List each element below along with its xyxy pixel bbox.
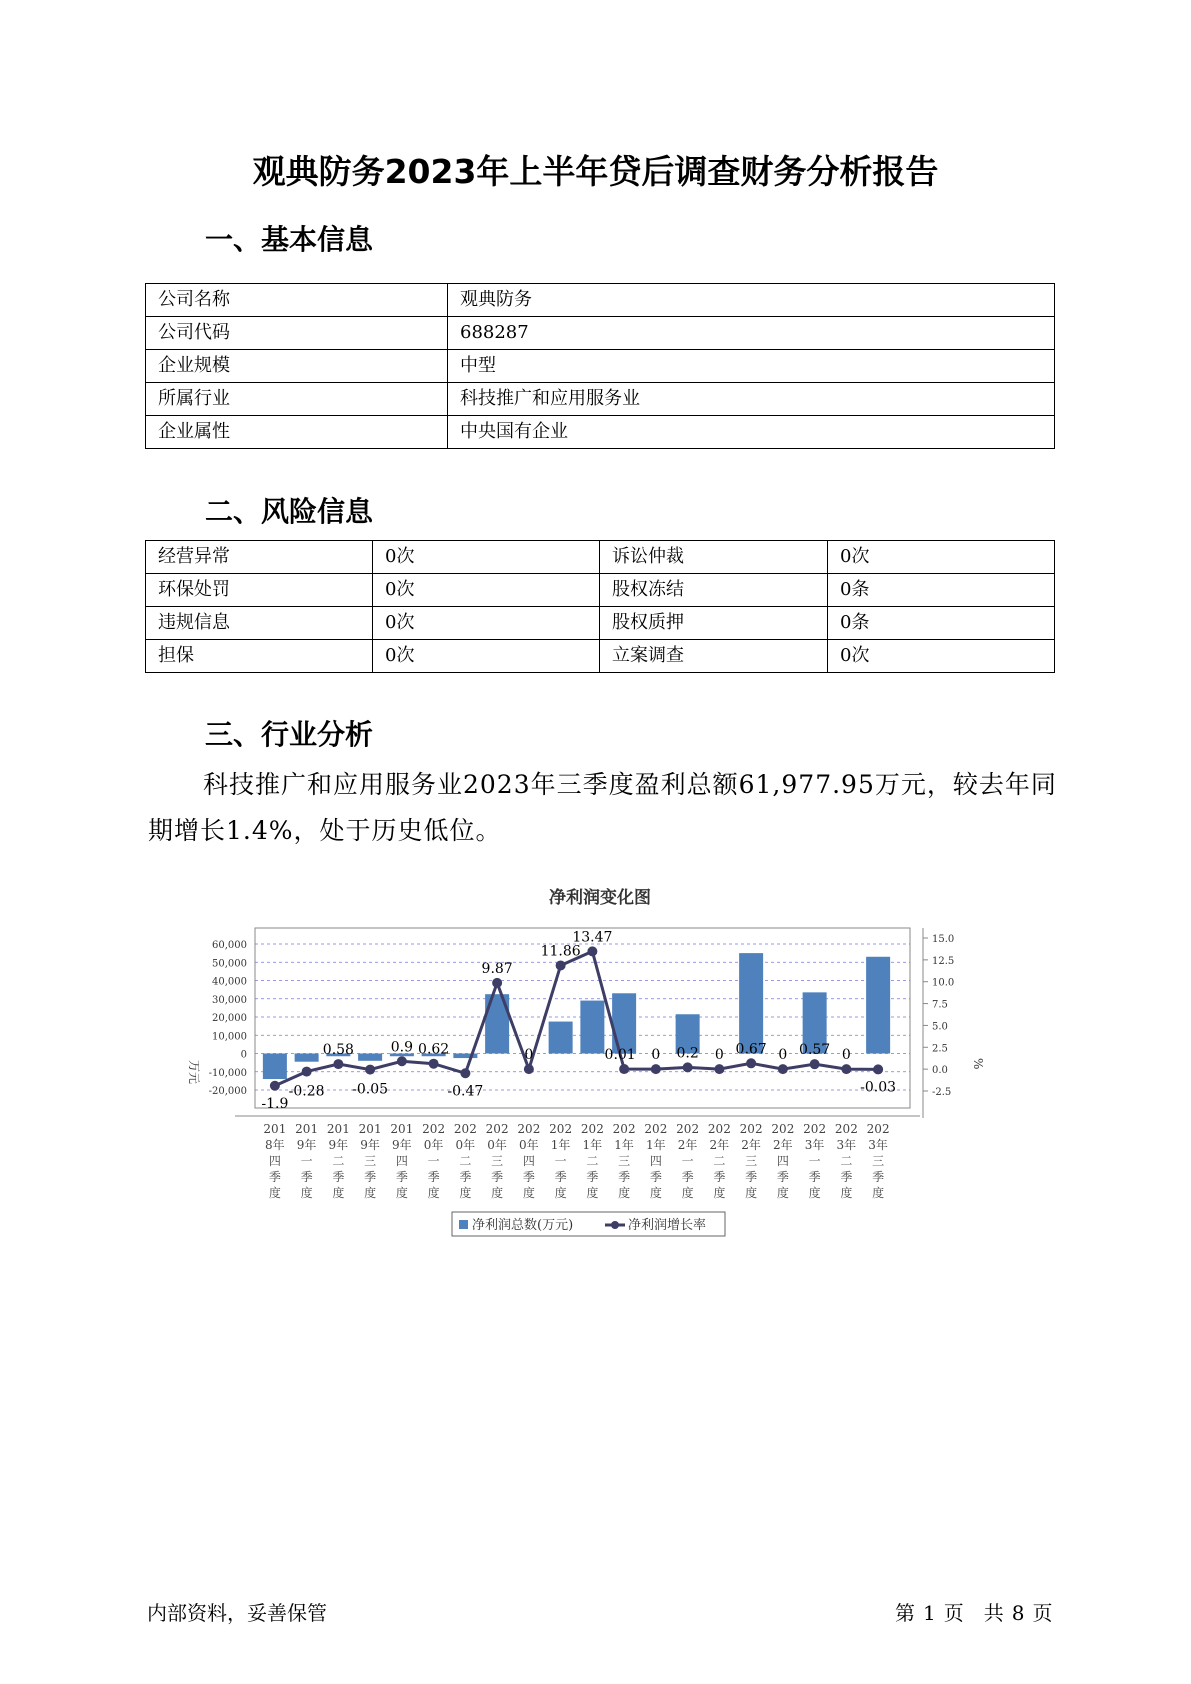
x-tick-label-2: 二 bbox=[332, 1154, 345, 1168]
x-tick-label-5: 季 bbox=[427, 1170, 440, 1184]
growth-label-3: -0.05 bbox=[352, 1081, 389, 1098]
risk-info-label: 诉讼仲裁 bbox=[600, 541, 828, 574]
x-tick-label-7: 三 bbox=[491, 1154, 504, 1168]
page-current: 1 bbox=[923, 1601, 936, 1625]
x-tick-label-17: 度 bbox=[808, 1186, 821, 1200]
right-tick-label: 0.0 bbox=[932, 1065, 948, 1077]
basic-info-row bbox=[146, 317, 1055, 350]
x-tick-label-11: 202 bbox=[612, 1122, 636, 1136]
industry-paragraph: 科技推广和应用服务业2023年三季度盈利总额61,977.95万元，较去年同期增长1.4%，处于历史低位。 bbox=[148, 770, 1057, 845]
growth-point-6 bbox=[460, 1068, 470, 1078]
x-tick-label-6: 度 bbox=[459, 1186, 472, 1200]
basic-info-row bbox=[146, 284, 1055, 317]
page-label: 页 bbox=[943, 1601, 964, 1625]
legend-line-label: 净利润增长率 bbox=[628, 1218, 707, 1233]
footer-page-number bbox=[895, 1597, 1060, 1626]
x-tick-label-18: 3年 bbox=[836, 1138, 857, 1152]
x-tick-label-14: 季 bbox=[713, 1170, 726, 1184]
x-tick-label-8: 0年 bbox=[519, 1138, 539, 1152]
basic-info-value: 中央国有企业 bbox=[448, 416, 1055, 449]
growth-point-15 bbox=[746, 1058, 756, 1068]
x-tick-label-3: 三 bbox=[364, 1154, 377, 1168]
growth-point-19 bbox=[873, 1064, 883, 1074]
growth-label-6: -0.47 bbox=[447, 1083, 484, 1100]
x-tick-label-14: 度 bbox=[713, 1186, 726, 1200]
risk-info-value: 0次 bbox=[828, 541, 1055, 574]
x-tick-label-8: 202 bbox=[517, 1122, 541, 1136]
growth-point-2 bbox=[333, 1059, 343, 1069]
x-tick-label-0: 四 bbox=[268, 1154, 281, 1168]
x-tick-label-12: 1年 bbox=[646, 1138, 666, 1152]
x-tick-label-2: 201 bbox=[326, 1122, 350, 1136]
basic-info-value: 观典防务 bbox=[448, 284, 1055, 317]
x-tick-label-1: 季 bbox=[300, 1170, 313, 1184]
basic-info-row bbox=[146, 383, 1055, 416]
growth-label-15: 0.67 bbox=[735, 1041, 767, 1058]
x-tick-label-15: 三 bbox=[745, 1154, 758, 1168]
risk-info-row bbox=[146, 541, 1055, 574]
x-tick-label-1: 201 bbox=[295, 1122, 319, 1136]
left-axis-label: 万元 bbox=[187, 1060, 201, 1085]
right-tick-label: 10.0 bbox=[932, 977, 955, 989]
risk-info-label: 股权质押 bbox=[600, 607, 828, 640]
basic-info-label: 企业属性 bbox=[146, 416, 448, 449]
left-tick-label: 60,000 bbox=[212, 940, 247, 951]
x-tick-label-12: 202 bbox=[644, 1122, 668, 1136]
x-tick-label-10: 202 bbox=[580, 1122, 604, 1136]
x-tick-label-4: 201 bbox=[390, 1122, 414, 1136]
growth-label-5: 0.62 bbox=[418, 1041, 450, 1058]
x-tick-label-16: 度 bbox=[776, 1186, 789, 1200]
x-tick-label-7: 202 bbox=[485, 1122, 509, 1136]
bar-19 bbox=[866, 957, 890, 1054]
growth-label-16: 0 bbox=[778, 1047, 788, 1064]
risk-info-value: 0条 bbox=[828, 574, 1055, 607]
x-tick-label-3: 201 bbox=[358, 1122, 382, 1136]
growth-point-10 bbox=[587, 946, 597, 956]
section-title-risk: 二、风险信息 bbox=[205, 495, 374, 528]
risk-info-value: 0次 bbox=[373, 541, 600, 574]
basic-info-value: 688287 bbox=[448, 317, 1055, 350]
x-tick-label-16: 2年 bbox=[773, 1138, 793, 1152]
risk-info-row bbox=[146, 574, 1055, 607]
x-tick-label-6: 季 bbox=[459, 1170, 472, 1184]
x-tick-label-10: 度 bbox=[586, 1186, 599, 1200]
x-tick-label-13: 2年 bbox=[677, 1138, 698, 1152]
risk-info-value: 0次 bbox=[828, 640, 1055, 673]
x-tick-label-14: 2年 bbox=[709, 1138, 730, 1152]
risk-info-label: 经营异常 bbox=[146, 541, 373, 574]
growth-label-2: 0.58 bbox=[322, 1042, 354, 1059]
bar-15 bbox=[739, 953, 763, 1053]
bar-0 bbox=[263, 1054, 287, 1080]
x-tick-label-16: 季 bbox=[776, 1170, 789, 1184]
basic-info-label: 所属行业 bbox=[146, 383, 448, 416]
x-tick-label-19: 3年 bbox=[868, 1138, 888, 1152]
x-tick-label-4: 度 bbox=[395, 1186, 408, 1200]
x-tick-label-1: 度 bbox=[300, 1186, 313, 1200]
basic-info-row bbox=[146, 416, 1055, 449]
x-tick-label-11: 季 bbox=[618, 1170, 631, 1184]
risk-info-value: 0次 bbox=[373, 640, 600, 673]
growth-point-17 bbox=[810, 1059, 820, 1069]
chart-title: 净利润变化图 bbox=[549, 888, 651, 908]
x-tick-label-8: 度 bbox=[522, 1186, 535, 1200]
growth-point-5 bbox=[429, 1059, 439, 1069]
growth-label-17: 0.57 bbox=[799, 1042, 831, 1059]
x-tick-label-5: 202 bbox=[422, 1122, 446, 1136]
x-tick-label-17: 202 bbox=[803, 1122, 827, 1136]
right-tick-label: 5.0 bbox=[932, 1021, 948, 1033]
section-title-industry: 三、行业分析 bbox=[205, 718, 374, 751]
risk-info-label: 违规信息 bbox=[146, 607, 373, 640]
x-tick-label-10: 1年 bbox=[582, 1138, 603, 1152]
x-tick-label-14: 二 bbox=[713, 1154, 726, 1168]
net-profit-chart-svg bbox=[170, 880, 985, 1340]
page-label-prefix: 第 bbox=[895, 1601, 915, 1625]
x-tick-label-11: 度 bbox=[618, 1186, 631, 1200]
bar-9 bbox=[549, 1022, 573, 1054]
growth-point-12 bbox=[651, 1064, 661, 1074]
x-tick-label-9: 季 bbox=[554, 1170, 567, 1184]
bar-6 bbox=[453, 1054, 477, 1059]
x-tick-label-6: 二 bbox=[459, 1154, 472, 1168]
basic-info-table bbox=[145, 283, 1055, 449]
risk-info-label: 股权冻结 bbox=[600, 574, 828, 607]
growth-label-11: 0.01 bbox=[604, 1047, 636, 1064]
x-tick-label-11: 1年 bbox=[614, 1138, 634, 1152]
x-tick-label-9: 202 bbox=[549, 1122, 573, 1136]
x-tick-label-15: 2年 bbox=[741, 1138, 761, 1152]
growth-label-4: 0.9 bbox=[390, 1039, 414, 1056]
growth-label-9: 11.86 bbox=[540, 943, 581, 960]
page-total-prefix: 共 bbox=[983, 1601, 1004, 1625]
growth-point-16 bbox=[778, 1064, 788, 1074]
x-tick-label-0: 8年 bbox=[265, 1138, 285, 1152]
x-tick-label-15: 202 bbox=[739, 1122, 763, 1136]
bar-10 bbox=[580, 1001, 604, 1054]
x-tick-label-12: 度 bbox=[649, 1186, 662, 1200]
x-tick-label-13: 度 bbox=[681, 1186, 694, 1200]
x-tick-label-18: 202 bbox=[834, 1122, 858, 1136]
x-tick-label-18: 二 bbox=[840, 1154, 853, 1168]
legend-bar-label: 净利润总数(万元) bbox=[472, 1218, 574, 1233]
x-tick-label-10: 季 bbox=[586, 1170, 599, 1184]
right-tick-label: 2.5 bbox=[932, 1043, 948, 1055]
growth-point-18 bbox=[841, 1064, 851, 1074]
x-tick-label-17: 季 bbox=[808, 1170, 821, 1184]
growth-point-7 bbox=[492, 978, 502, 988]
x-tick-label-19: 季 bbox=[872, 1170, 885, 1184]
growth-label-13: 0.2 bbox=[676, 1045, 699, 1062]
footer-confidential: 内部资料，妥善保管 bbox=[147, 1601, 327, 1625]
x-tick-label-19: 202 bbox=[866, 1122, 890, 1136]
growth-point-3 bbox=[365, 1065, 375, 1075]
left-tick-label: -10,000 bbox=[208, 1067, 247, 1079]
growth-label-7: 9.87 bbox=[481, 960, 513, 977]
basic-info-label: 公司名称 bbox=[146, 284, 448, 317]
x-tick-label-0: 度 bbox=[268, 1186, 281, 1200]
growth-label-12: 0 bbox=[651, 1047, 661, 1064]
growth-point-14 bbox=[714, 1064, 724, 1074]
growth-point-1 bbox=[302, 1067, 312, 1077]
x-tick-label-8: 四 bbox=[522, 1154, 535, 1168]
x-tick-label-13: 202 bbox=[676, 1122, 700, 1136]
legend-bar-swatch bbox=[459, 1220, 468, 1229]
x-tick-label-0: 201 bbox=[263, 1122, 287, 1136]
growth-label-1: -0.28 bbox=[288, 1083, 325, 1100]
basic-info-value: 科技推广和应用服务业 bbox=[448, 383, 1055, 416]
x-tick-label-18: 度 bbox=[840, 1186, 853, 1200]
growth-line bbox=[275, 951, 878, 1085]
x-tick-label-5: 一 bbox=[427, 1154, 440, 1168]
growth-point-11 bbox=[619, 1064, 629, 1074]
x-tick-label-13: 一 bbox=[681, 1154, 694, 1168]
right-tick-label: 15.0 bbox=[932, 934, 955, 945]
x-tick-label-13: 季 bbox=[681, 1170, 694, 1184]
report-title: 观典防务2023年上半年贷后调查财务分析报告 bbox=[252, 152, 939, 191]
x-tick-label-1: 9年 bbox=[296, 1138, 317, 1152]
risk-info-row bbox=[146, 607, 1055, 640]
x-tick-label-7: 度 bbox=[491, 1186, 504, 1200]
x-tick-label-6: 0年 bbox=[455, 1138, 476, 1152]
x-tick-label-12: 季 bbox=[649, 1170, 662, 1184]
x-tick-label-4: 四 bbox=[395, 1154, 408, 1168]
x-tick-label-15: 季 bbox=[745, 1170, 758, 1184]
growth-point-9 bbox=[556, 960, 566, 970]
risk-info-value: 0条 bbox=[828, 607, 1055, 640]
x-tick-label-9: 1年 bbox=[550, 1138, 571, 1152]
right-tick-label: 7.5 bbox=[932, 999, 948, 1011]
x-tick-label-2: 季 bbox=[332, 1170, 345, 1184]
growth-label-14: 0 bbox=[714, 1047, 724, 1064]
left-tick-label: 10,000 bbox=[212, 1031, 247, 1043]
right-tick-label: 12.5 bbox=[932, 955, 955, 967]
growth-point-0 bbox=[270, 1081, 280, 1091]
x-tick-label-10: 二 bbox=[586, 1154, 599, 1168]
x-tick-label-9: 一 bbox=[554, 1154, 567, 1168]
x-tick-label-17: 3年 bbox=[804, 1138, 825, 1152]
x-tick-label-7: 0年 bbox=[487, 1138, 507, 1152]
x-tick-label-15: 度 bbox=[745, 1186, 758, 1200]
x-tick-label-19: 度 bbox=[872, 1186, 885, 1200]
risk-info-row bbox=[146, 640, 1055, 673]
right-axis-label: % bbox=[971, 1058, 985, 1070]
risk-info-value: 0次 bbox=[373, 574, 600, 607]
x-tick-label-3: 9年 bbox=[360, 1138, 380, 1152]
x-tick-label-3: 季 bbox=[364, 1170, 377, 1184]
x-tick-label-17: 一 bbox=[808, 1154, 821, 1168]
bar-11 bbox=[612, 993, 636, 1053]
page-total-label: 页 bbox=[1032, 1601, 1053, 1625]
x-tick-label-3: 度 bbox=[364, 1186, 377, 1200]
net-profit-chart bbox=[170, 880, 985, 1340]
left-tick-label: 0 bbox=[240, 1049, 247, 1061]
risk-info-value: 0次 bbox=[373, 607, 600, 640]
left-tick-label: 30,000 bbox=[212, 994, 247, 1006]
basic-info-row bbox=[146, 350, 1055, 383]
growth-label-0: -1.9 bbox=[261, 1095, 289, 1112]
growth-label-10: 13.47 bbox=[572, 929, 613, 946]
left-tick-label: 50,000 bbox=[212, 958, 247, 970]
x-tick-label-4: 季 bbox=[395, 1170, 408, 1184]
left-tick-label: 20,000 bbox=[212, 1013, 247, 1024]
risk-info-label: 环保处罚 bbox=[146, 574, 373, 607]
section-title-basic: 一、基本信息 bbox=[205, 223, 374, 256]
x-tick-label-5: 度 bbox=[427, 1186, 440, 1200]
x-tick-label-1: 一 bbox=[300, 1154, 313, 1168]
page-total: 8 bbox=[1011, 1601, 1025, 1625]
x-tick-label-6: 202 bbox=[453, 1122, 477, 1136]
bar-3 bbox=[358, 1054, 382, 1061]
x-tick-label-7: 季 bbox=[491, 1170, 504, 1184]
x-tick-label-11: 三 bbox=[618, 1154, 631, 1168]
risk-info-label: 立案调查 bbox=[600, 640, 828, 673]
x-tick-label-9: 度 bbox=[554, 1186, 567, 1200]
x-tick-label-2: 度 bbox=[332, 1186, 345, 1200]
left-tick-label: -20,000 bbox=[208, 1086, 247, 1097]
growth-point-4 bbox=[397, 1056, 407, 1066]
x-tick-label-12: 四 bbox=[649, 1154, 662, 1168]
x-tick-label-18: 季 bbox=[840, 1170, 853, 1184]
growth-label-8: 0 bbox=[524, 1047, 534, 1064]
risk-info-table bbox=[145, 540, 1055, 673]
x-tick-label-2: 9年 bbox=[328, 1138, 349, 1152]
legend-line-marker bbox=[611, 1221, 619, 1229]
x-tick-label-4: 9年 bbox=[392, 1138, 412, 1152]
x-tick-label-0: 季 bbox=[268, 1170, 281, 1184]
x-tick-label-8: 季 bbox=[522, 1170, 535, 1184]
right-tick-label: -2.5 bbox=[932, 1087, 952, 1098]
growth-label-19: -0.03 bbox=[860, 1079, 897, 1096]
growth-point-8 bbox=[524, 1064, 534, 1074]
x-tick-label-16: 202 bbox=[771, 1122, 795, 1136]
basic-info-label: 公司代码 bbox=[146, 317, 448, 350]
x-tick-label-16: 四 bbox=[776, 1154, 789, 1168]
risk-info-label: 担保 bbox=[146, 640, 373, 673]
basic-info-label: 企业规模 bbox=[146, 350, 448, 383]
bar-1 bbox=[295, 1054, 319, 1062]
x-tick-label-5: 0年 bbox=[423, 1138, 444, 1152]
x-tick-label-19: 三 bbox=[872, 1154, 885, 1168]
x-tick-label-14: 202 bbox=[707, 1122, 731, 1136]
basic-info-value: 中型 bbox=[448, 350, 1055, 383]
growth-point-13 bbox=[683, 1062, 693, 1072]
left-tick-label: 40,000 bbox=[212, 976, 247, 988]
growth-label-18: 0 bbox=[841, 1047, 851, 1064]
